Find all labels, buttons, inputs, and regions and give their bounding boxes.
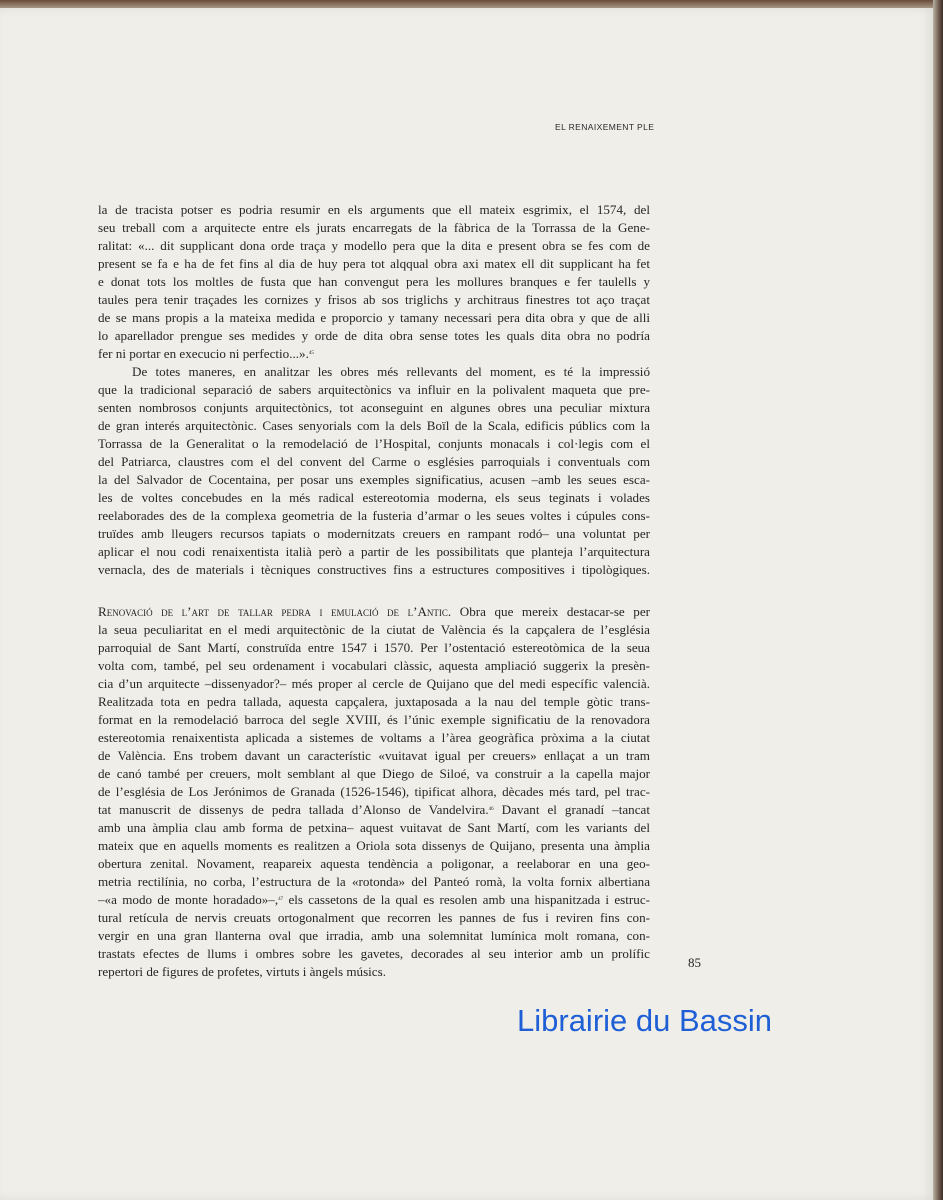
footnote-ref: 46 [488, 807, 494, 812]
text-fragment: –«a modo de monte horadado»–, [98, 892, 279, 907]
footnote-ref: 45 [308, 351, 314, 356]
text-line: mateix que en aquells moments es realitzen a Oriola sota dissenys de Quijano, presenta una àmplia [98, 838, 650, 853]
page-number: 85 [688, 955, 701, 970]
text-fragment: fer ni portar en execucio ni perfectio...». [98, 346, 309, 361]
text-line: truïdes amb lleugers recursos tapiats o modernitzats creuers en rampant rodó– una voluntat per [98, 526, 650, 541]
text-fragment: tat manuscrit de dissenys de pedra tallada d’Alonso de Vandelvira. [98, 802, 489, 817]
text-line: Realitzada tota en pedra tallada, aquesta capçalera, juxtaposada a la nau del temple gòtic trans- [98, 694, 650, 709]
text-line: la del Salvador de Cocentaina, per posar uns exemples significatius, acusen –amb les seues esca- [98, 472, 650, 487]
text-line: estereotomia renaixentista aplicada a sistemes de voltams a l’àrea geogràfica pròxima a la ciutat [98, 730, 650, 745]
text-line: que la tradicional separació de sabers arquitectònics va influir en la polivalent maqueta que pre- [98, 382, 650, 397]
text-line [98, 345, 650, 363]
text-line: cia d’un arquitecte –dissenyador?– més proper al cercle de Quijano que del medi específic valencià. [98, 676, 650, 691]
section-heading: Renovació de l’art de tallar pedra i emulació de l’Antic. [98, 604, 452, 619]
text-line: de gran interés arquitectònic. Cases senyorials com la dels Boïl de la Scala, edificis públics com la [98, 418, 650, 433]
text-line: format en la remodelació barroca del segle XVIII, és l’únic exemple significatiu de la renovadora [98, 712, 650, 727]
text-line: de València. Ens trobem davant un característic «vuitavat igual per creuers» enllaçat a un tram [98, 748, 650, 763]
running-head: EL RENAIXEMENT PLE [555, 122, 655, 132]
text-line: volta com, també, pel seu ordenament i vocabulari clàssic, aquesta ampliació suggerix la presèn- [98, 658, 650, 673]
watermark-text: Librairie du Bassin [517, 1003, 773, 1038]
text-line: trastats efectes de llums i ombres sobre les gavetes, decorades al seu interior amb un prolífic [98, 946, 650, 961]
text-line: les de voltes concebudes en la més radical estereotomia moderna, els seus teginats i volades [98, 490, 650, 505]
text-line: la de tracista potser es podria resumir en els arguments que ell mateix esgrimix, el 1574, del [98, 202, 650, 217]
text-line: de l’església de Los Jerónimos de Granada (1526-1546), tipificat alhora, dècades més tard, pel trac- [98, 784, 650, 799]
text-line: taules pera tenir traçades les cornizes y frisos ab sos triglichs y architraus finestres tot aço traçat [98, 292, 650, 307]
text-fragment: els cassetons de la qual es resolen amb una hispanitzada i estruc- [288, 892, 650, 907]
text-line: reelaborades des de la complexa geometria de la fusteria d’armar o les seues voltes i cúpules cons- [98, 508, 650, 523]
text-fragment: Davant el granadí –tancat [501, 802, 650, 817]
text-line: vernacla, des de materials i tècniques constructives fins a estructures compositives i tipològiques. [98, 562, 650, 577]
text-line: seu treball com a arquitecte entre els jurats encarregats de la fàbrica de la Torrassa de la Gene- [98, 220, 650, 235]
text-line: la seua peculiaritat en el medi arquitectònic de la ciutat de València és la capçalera de l’església [98, 622, 650, 637]
text-line: repertori de figures de profetes, virtuts i àngels músics. [98, 964, 386, 979]
book-spine-edge [933, 0, 943, 1200]
text-line: aplicar el nou codi renaixentista italià però a partir de les possibilitats que planteja l’arquitectura [98, 544, 650, 559]
text-line: tural retícula de nervis creuats ortogonalment que recorren les pannes de fus i reviren fins con- [98, 910, 650, 925]
footnote-ref: 47 [278, 897, 284, 902]
text-line [98, 801, 650, 819]
text-line [98, 891, 650, 909]
text-line: present se fa e ha de fet fins al dia de huy pera tot alqqual obra axi matex ell dit supplicant ha fet [98, 256, 650, 271]
text-line: de se mans propis a la mateixa medida e proporcio y tamany necessari pera dita obra y que de alli [98, 310, 650, 325]
text-line: de canó també per creuers, molt semblant al que Diego de Siloé, va construir a la capella major [98, 766, 650, 781]
text-fragment: Obra que mereix destacar-se per [459, 604, 650, 619]
text-line: vergir en una gran llanterna oval que irradia, amb una solemnitat lumínica molt romana, con- [98, 928, 650, 943]
text-line: senten nombrosos conjunts arquitectònics, tot aconseguint en algunes obres una peculiar mixtura [98, 400, 650, 415]
text-line: De totes maneres, en analitzar les obres més rellevants del moment, es té la impressió [132, 364, 650, 379]
text-line: del Patriarca, claustres com el del convent del Carme o esglésies parroquials i conventuals com [98, 454, 650, 469]
text-line: e donat tots los moltles de fusta que han convengut pera les mollures branques e fer taulells y [98, 274, 650, 289]
text-line: amb una àmplia clau amb forma de petxina– aquest vuitavat de Sant Martí, com les variants del [98, 820, 650, 835]
text-line: metria rectilínia, no corba, l’estructura de la «rotonda» del Panteó romà, la volta fornix albertiana [98, 874, 650, 889]
text-line: obertura zenital. Novament, reapareix aquesta tendència a poligonar, a reelaborar en una geo- [98, 856, 650, 871]
section-first-line [98, 603, 650, 621]
text-line: parroquial de Sant Martí, construïda entre 1547 i 1570. Per l’ostentació estereotòmica de la seua [98, 640, 650, 655]
text-line: ralitat: «... dit supplicant dona orde traça y modello pera que la dita e present obra se fes com de [98, 238, 650, 253]
text-line: Torrassa de la Generalitat o la remodelació de l’Hospital, conjunts monacals i col·legis com el [98, 436, 650, 451]
text-line: lo aparellador prengue ses medides y orde de dita obra sense totes les quals dita obra no podría [98, 328, 650, 343]
